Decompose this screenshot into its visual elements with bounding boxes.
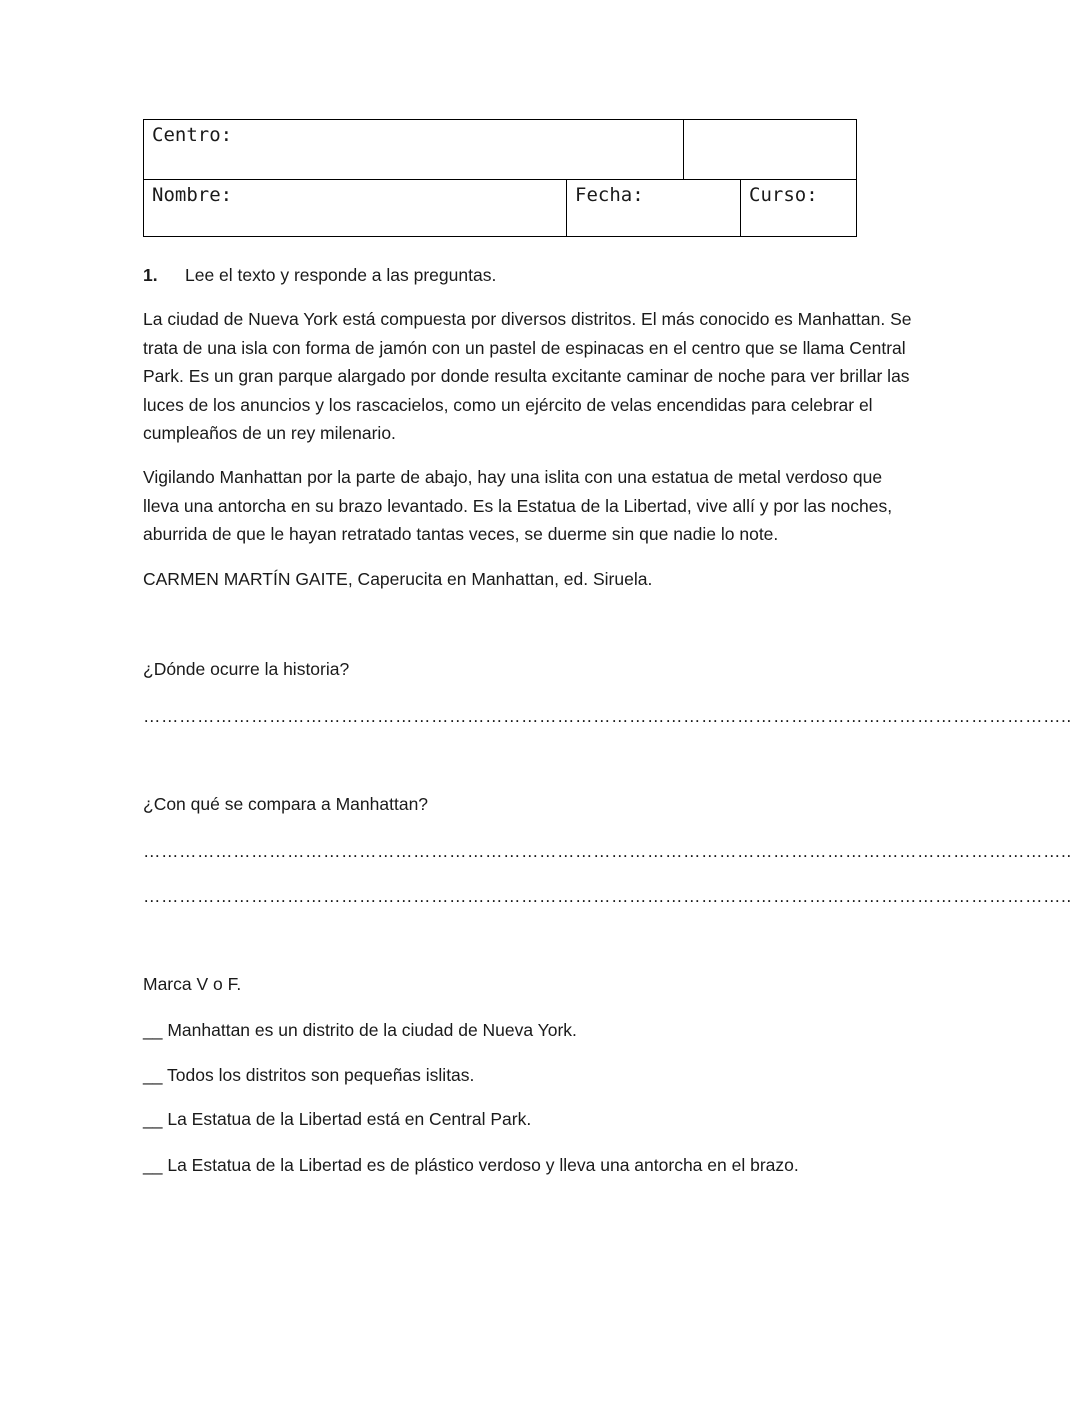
tf-blank[interactable]: __: [143, 1155, 163, 1175]
curso-label: Curso:: [749, 184, 818, 206]
tf-blank[interactable]: __: [143, 1020, 163, 1040]
passage-source: CARMEN MARTÍN GAITE, Caperucita en Manhattan, ed. Siruela.: [143, 569, 653, 589]
tf-statement: La Estatua de la Libertad está en Central Park.: [167, 1109, 532, 1129]
tf-item: [143, 1018, 577, 1042]
fecha-label: Fecha:: [575, 184, 644, 206]
tf-statement: La Estatua de la Libertad es de plástico verdoso y lleva una antorcha en el brazo.: [167, 1155, 799, 1175]
tf-blank[interactable]: __: [143, 1065, 163, 1085]
answer-line-3[interactable]: ………………………………………………………………………………………………………………………………………..: [143, 886, 1072, 906]
fecha-field[interactable]: [567, 180, 740, 236]
tf-statement: Manhattan es un distrito de la ciudad de Nueva York.: [167, 1020, 577, 1040]
answer-line-2[interactable]: ………………………………………………………………………………………………………………………………………..: [143, 841, 1072, 861]
nombre-field[interactable]: [144, 180, 566, 236]
exercise-number: 1.: [143, 265, 158, 285]
tf-blank[interactable]: __: [143, 1109, 163, 1129]
tf-statement: Todos los distritos son pequeñas islitas.: [167, 1065, 475, 1085]
question-2: ¿Con qué se compara a Manhattan?: [143, 794, 429, 814]
nombre-label: Nombre:: [152, 184, 233, 206]
question-1: ¿Dónde ocurre la historia?: [143, 659, 350, 679]
passage-paragraph-1: La ciudad de Nueva York está compuesta por diversos distritos. El más conocido es Manhattan. Se trata de una isla con forma de jamón con un pastel de espinacas en el centro que se llama Central Park. Es un gran parque alargado por donde resulta excitante caminar de noche para ver brillar las luces de los anuncios y los rascacielos, como un ejército de velas encendidas para celebrar el cumpleaños de un rey milenario.: [143, 309, 912, 444]
centro-extra-field[interactable]: [684, 120, 856, 179]
header-table: [143, 119, 857, 237]
centro-label: Centro:: [152, 124, 233, 146]
exercise-instruction-text: Lee el texto y responde a las preguntas.: [185, 265, 497, 285]
true-false-title: Marca V o F.: [143, 974, 242, 994]
tf-item: [143, 1063, 474, 1087]
tf-item: [143, 1153, 799, 1177]
curso-field[interactable]: [741, 180, 856, 236]
centro-field[interactable]: [144, 120, 683, 179]
passage-paragraph-2: Vigilando Manhattan por la parte de abajo, hay una islita con una estatua de metal verdoso que lleva una antorcha en su brazo levantado. Es la Estatua de la Libertad, vive allí y por las noches, aburrida de que le hayan retratado tantas veces, se duerme sin que nadie lo note.: [143, 467, 893, 545]
answer-line-1[interactable]: ………………………………………………………………………………………………………………………………………..: [143, 706, 1072, 726]
tf-item: [143, 1107, 531, 1131]
exercise-instruction: [143, 263, 496, 287]
